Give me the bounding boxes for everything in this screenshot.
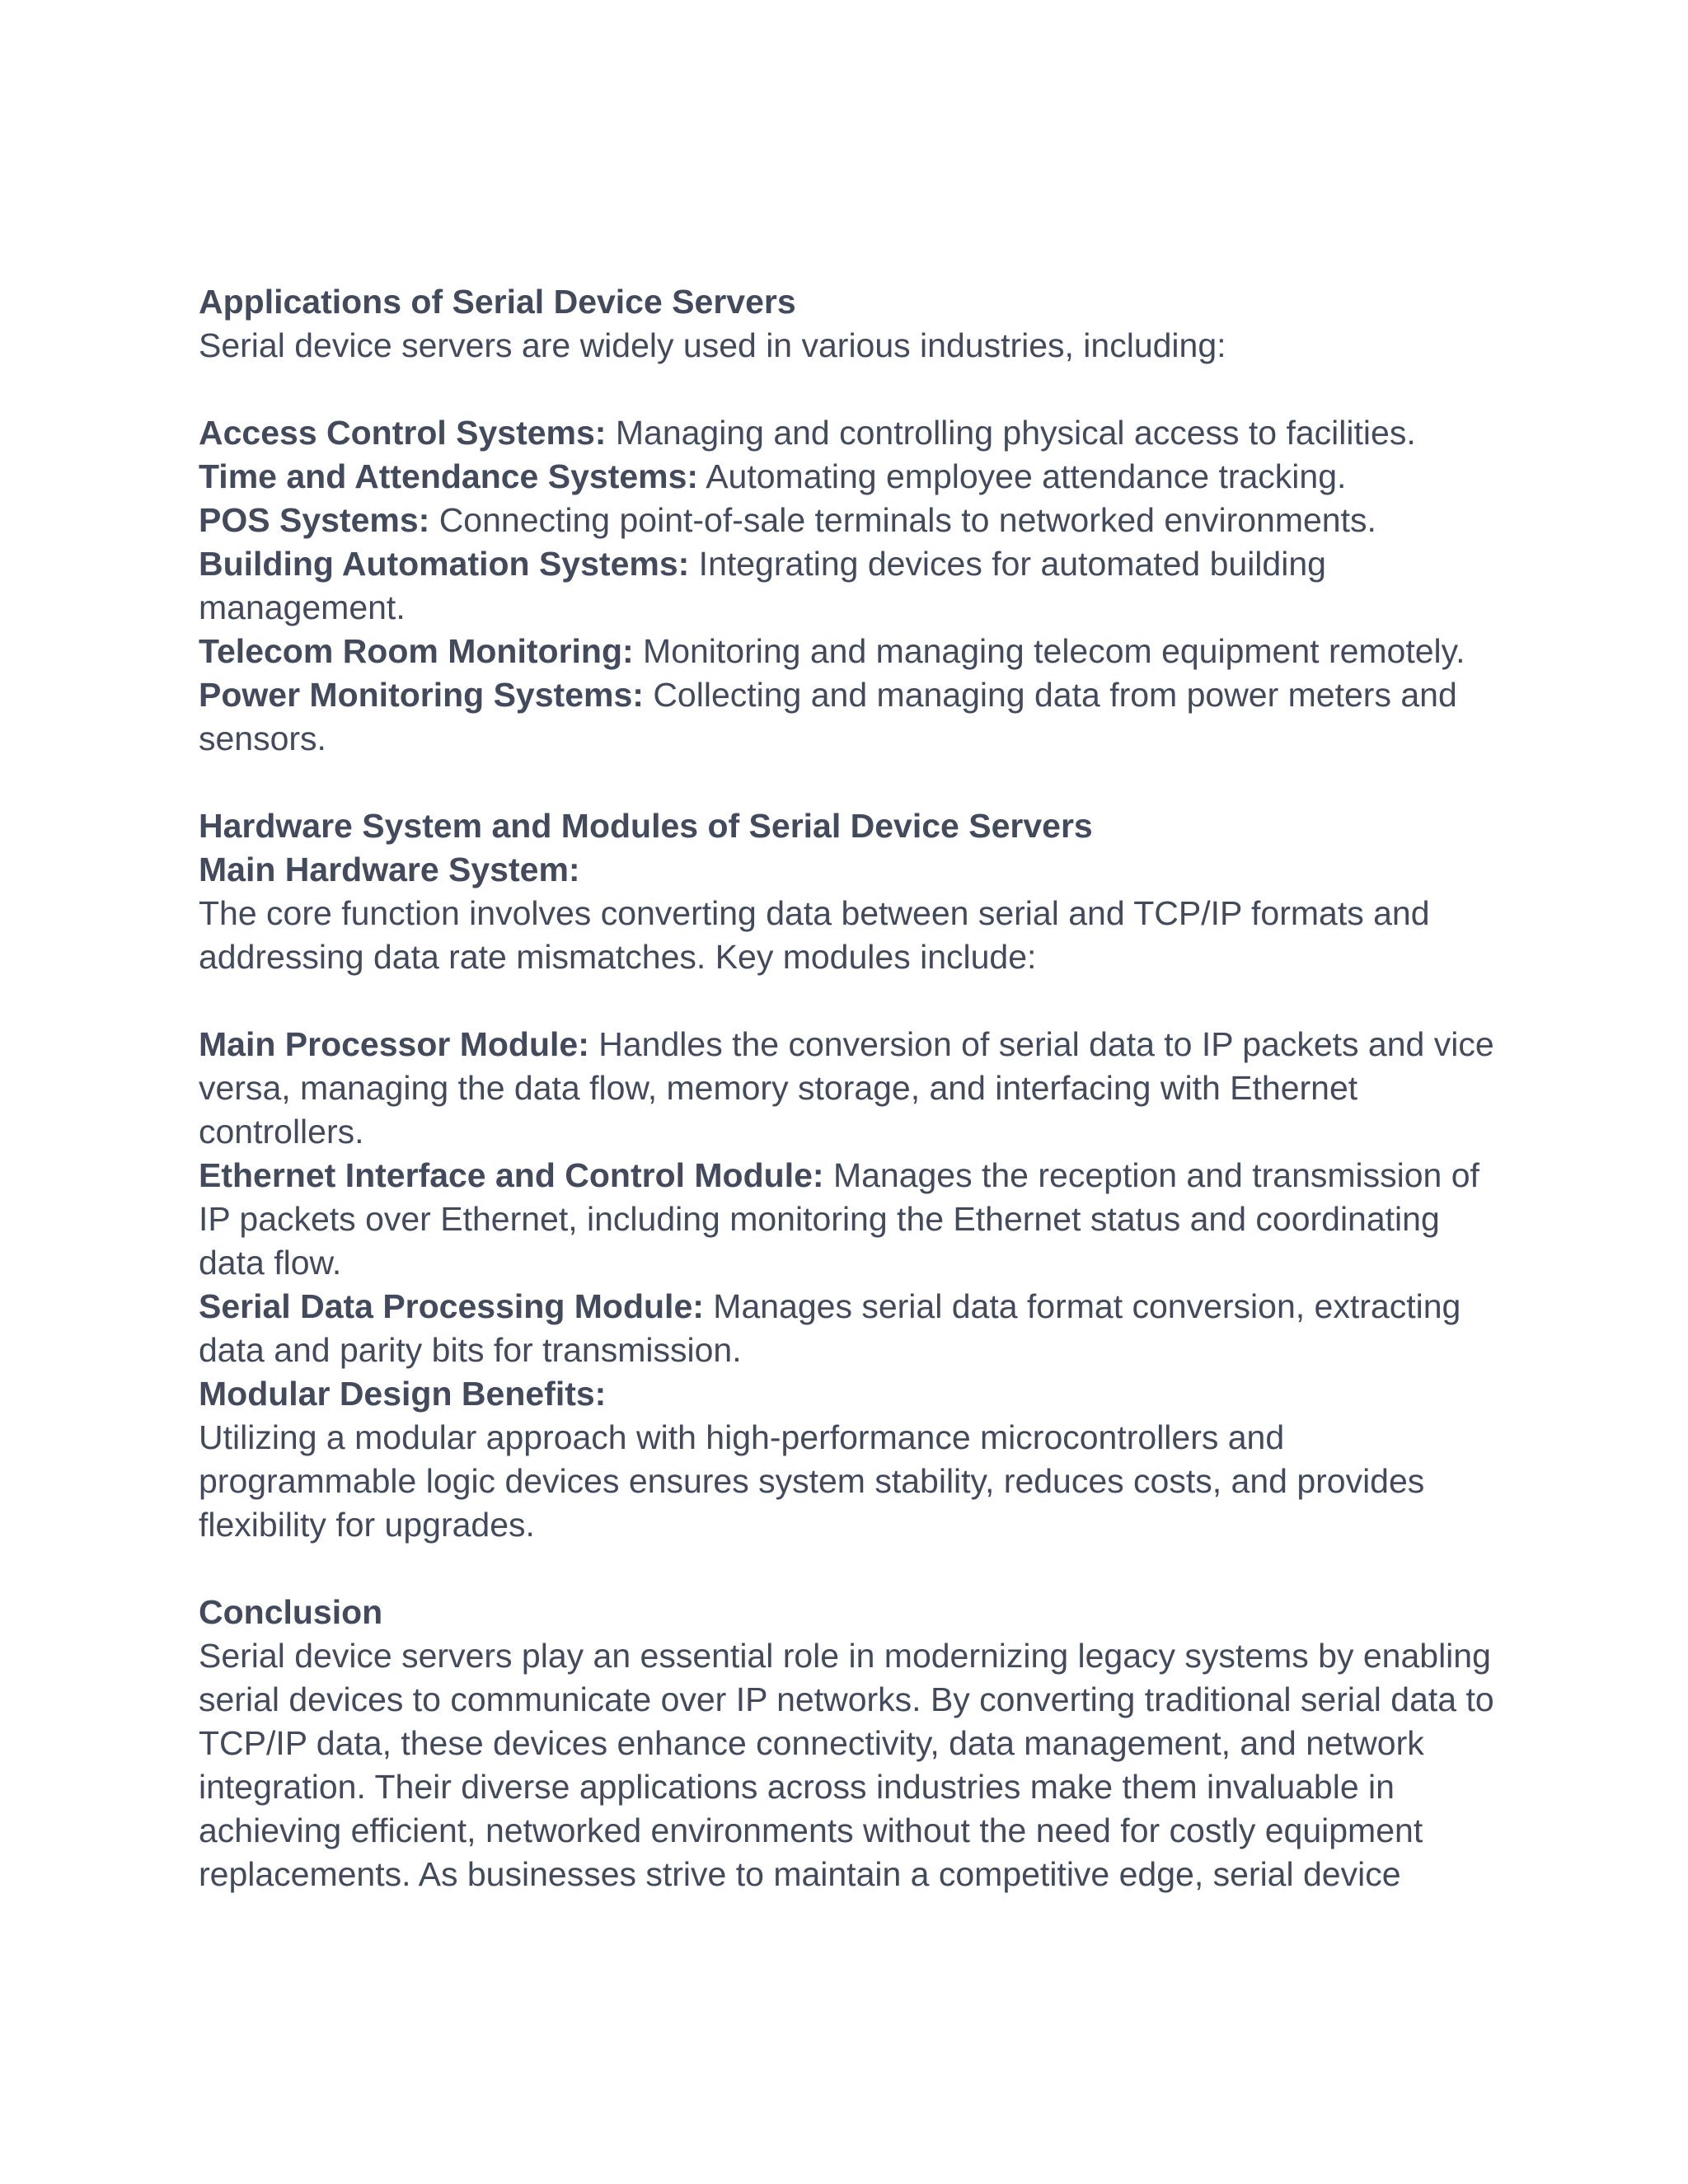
application-item-pos: [199, 499, 1501, 542]
application-description: Integrating devices for automated building management.: [199, 545, 1326, 626]
paragraph-spacer: [199, 761, 1501, 804]
application-item-power-monitoring: [199, 673, 1501, 761]
module-item-main-processor: [199, 1023, 1501, 1154]
applications-heading: Applications of Serial Device Servers: [199, 283, 796, 321]
modular-design-text: Utilizing a modular approach with high-performance microcontrollers and programmable logic devices ensures system stability, reduces costs, and provides flexibility for upgrades.: [199, 1418, 1425, 1544]
main-hardware-text: The core function involves converting data between serial and TCP/IP formats and addressing data rate mismatches. Key modules include:: [199, 894, 1430, 976]
application-term: POS Systems:: [199, 501, 430, 539]
application-item-building-automation: [199, 542, 1501, 630]
application-term: Access Control Systems:: [199, 414, 607, 452]
module-description: Handles the conversion of serial data to IP packets and vice versa, managing the data flow, memory storage, and interfacing with Ethernet controllers.: [199, 1025, 1494, 1151]
module-description: Manages serial data format conversion, extracting data and parity bits for transmission.: [199, 1287, 1461, 1369]
hardware-heading: Hardware System and Modules of Serial Device Servers: [199, 807, 1093, 845]
modular-design-subheading: Modular Design Benefits:: [199, 1375, 607, 1413]
application-term: Time and Attendance Systems:: [199, 457, 699, 495]
paragraph-spacer: [199, 979, 1501, 1023]
main-hardware-subheading: Main Hardware System:: [199, 851, 580, 888]
applications-intro: Serial device servers are widely used in various industries, including:: [199, 326, 1226, 364]
paragraph-spacer: [199, 368, 1501, 411]
module-description: Manages the reception and transmission of IP packets over Ethernet, including monitoring the Ethernet status and coordinating data flow.: [199, 1156, 1479, 1282]
application-description: Connecting point-of-sale terminals to networked environments.: [429, 501, 1376, 539]
application-description: Collecting and managing data from power meters and sensors.: [199, 676, 1457, 757]
module-term: Main Processor Module:: [199, 1025, 589, 1063]
document-body: [199, 280, 1501, 1896]
conclusion-text: Serial device servers play an essential role in modernizing legacy systems by enabling serial devices to communicate over IP networks. By converting traditional serial data to TCP/IP data, these devices enhance connectivity, data management, and network integration. Their diverse applications across industries make them invaluable in achieving efficient, networked environments without the need for costly equipment replacements. As businesses strive to maintain a competitive edge, serial device: [199, 1637, 1494, 1893]
application-item-access-control: [199, 411, 1501, 455]
application-item-telecom-room: [199, 630, 1501, 673]
application-term: Building Automation Systems:: [199, 545, 690, 583]
application-item-time-attendance: [199, 455, 1501, 499]
module-term: Ethernet Interface and Control Module:: [199, 1156, 824, 1194]
paragraph-spacer: [199, 1547, 1501, 1591]
module-item-ethernet-interface: [199, 1154, 1501, 1285]
conclusion-heading: Conclusion: [199, 1593, 383, 1631]
application-description: Managing and controlling physical access to facilities.: [606, 414, 1416, 452]
application-description: Monitoring and managing telecom equipment remotely.: [633, 632, 1465, 670]
application-description: Automating employee attendance tracking.: [698, 457, 1347, 495]
module-item-serial-data-processing: [199, 1285, 1501, 1372]
application-term: Power Monitoring Systems:: [199, 676, 644, 714]
application-term: Telecom Room Monitoring:: [199, 632, 634, 670]
module-term: Serial Data Processing Module:: [199, 1287, 704, 1325]
